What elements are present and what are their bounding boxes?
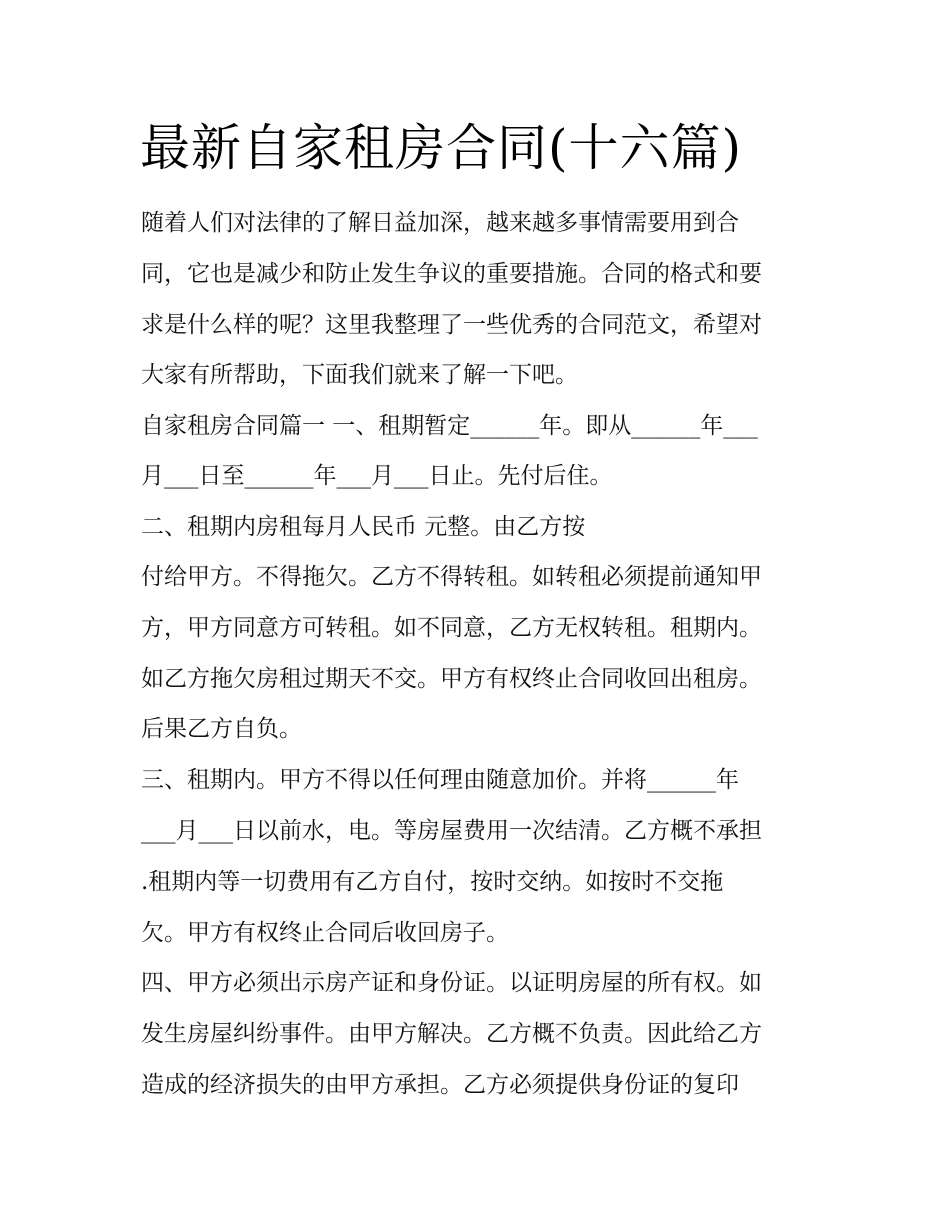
body-line-10: 如乙方拖欠房租过期天不交。甲方有权终止合同收回出租房。: [141, 666, 762, 692]
body-line-8: 付给甲方。不得拖欠。乙方不得转租。如转租必须提前通知甲: [141, 564, 762, 590]
body-line-17: 发生房屋纠纷事件。由甲方解决。乙方概不负责。因此给乙方: [141, 1021, 762, 1047]
body-line-3: 求是什么样的呢？这里我整理了一些优秀的合同范文，希望对: [141, 312, 762, 338]
body-line-11: 后果乙方自负。: [141, 716, 302, 742]
body-line-5: 自家租房合同篇一 一、租期暂定______年。即从______年___: [141, 413, 758, 439]
body-line-12: 三、租期内。甲方不得以任何理由随意加价。并将______年: [141, 767, 739, 793]
body-line-16: 四、甲方必须出示房产证和身份证。以证明房屋的所有权。如: [141, 970, 762, 996]
body-line-9: 方，甲方同意方可转租。如不同意，乙方无权转租。租期内。: [141, 615, 762, 641]
body-line-6: 月___日至______年___月___日止。先付后住。: [141, 463, 613, 489]
body-line-13: ___月___日以前水，电。等房屋费用一次结清。乙方概不承担: [141, 818, 762, 844]
body-line-4: 大家有所帮助，下面我们就来了解一下吧。: [141, 362, 578, 388]
body-line-14: .租期内等一切费用有乙方自付，按时交纳。如按时不交拖: [141, 869, 724, 895]
body-line-2: 同，它也是减少和防止发生争议的重要措施。合同的格式和要: [141, 261, 762, 287]
document-title: 最新自家租房合同(十六篇): [140, 119, 743, 177]
body-line-1: 随着人们对法律的了解日益加深，越来越多事情需要用到合: [141, 210, 739, 236]
body-line-15: 欠。甲方有权终止合同后收回房子。: [141, 920, 509, 946]
body-line-18: 造成的经济损失的由甲方承担。乙方必须提供身份证的复印: [141, 1072, 739, 1098]
body-line-7: 二、租期内房租每月人民币 元整。由乙方按: [141, 514, 586, 540]
